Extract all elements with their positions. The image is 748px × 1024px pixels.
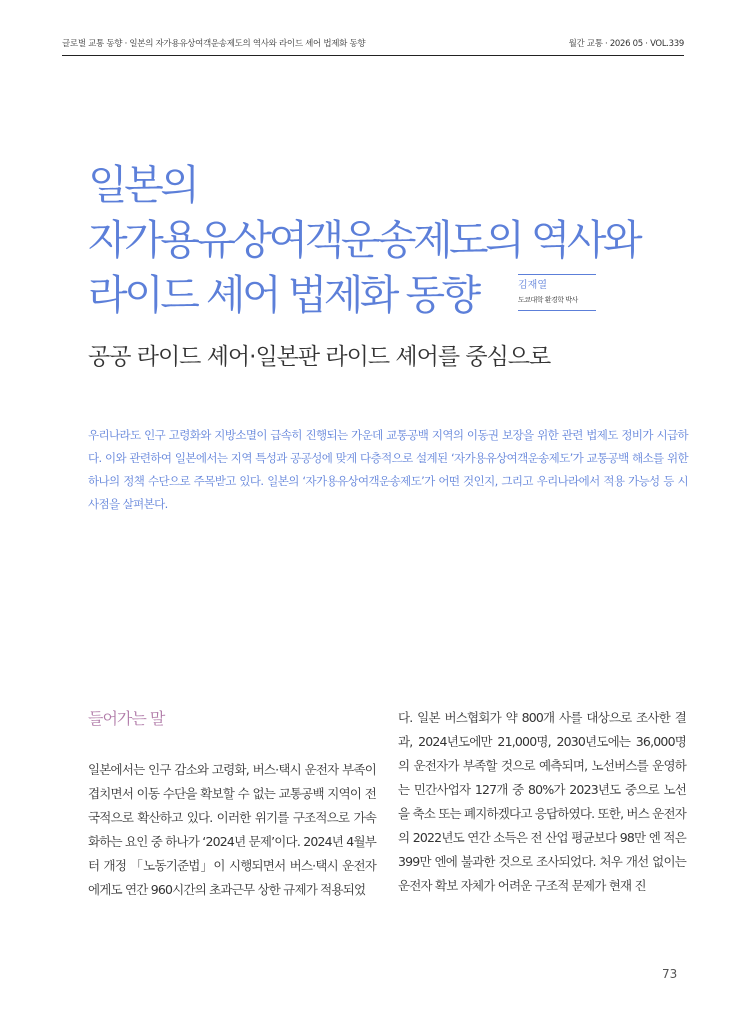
- lead-paragraph: 우리나라도 인구 고령화와 지방소멸이 급속히 진행되는 가운데 교통공백 지역의 이동권 보장을 위한 관련 법제도 정비가 시급하다. 이와 관련하여 일본에서는 지역 특성과 공공성에 맞게 다층적으로 설계된 ‘자가용유상여객운송제도’가 교통공백 해소를 위한 하나의 정책 수단으로 주목받고 있다. 일본의 ‘자가용유상여객운송제도’가 어떤 것인지, 그리고 우리나라에서 적용 가능성 등 시사점을 살펴본다.: [88, 428, 688, 511]
- article-subtitle: 공공 라이드 셰어·일본판 라이드 셰어를 중심으로: [88, 344, 551, 370]
- title-line: 라이드 셰어 법제화 동향: [88, 271, 478, 319]
- header-section-title: 글로벌 교통 동향 · 일본의 자가용유상여객운송제도의 역사와 라이드 셰어 법제화 동향: [62, 39, 366, 49]
- page-number: 73: [662, 967, 678, 981]
- author-name: 김재열: [518, 280, 547, 291]
- running-header: [62, 33, 684, 56]
- author-affiliation: 도쿄대학 환경학 박사: [518, 296, 578, 304]
- title-line: 일본의: [88, 161, 197, 209]
- article-title: [88, 158, 688, 323]
- author-block: [518, 274, 596, 311]
- body-paragraph: 일본에서는 인구 감소와 고령화, 버스·택시 운전자 부족이 겹치면서 이동 수단을 확보할 수 없는 교통공백 지역이 전국적으로 확산하고 있다. 이러한 위기를 구조적으로 가속화하는 요인 중 하나가 ‘2024년 문제’이다. 2024년 4월부터 개정 「노동기준법」이 시행되면서 버스·택시 운전자에게도 연간 960시간의 초과근무 상한 규제가 적용되었: [88, 762, 376, 897]
- header-issue-info: 월간 교통 · 2026 05 · VOL.339: [568, 39, 684, 49]
- title-line: 자가용유상여객운송제도의 역사와: [88, 216, 640, 264]
- section-heading: 들어가는 말: [88, 709, 165, 728]
- body-column-right: [398, 706, 686, 898]
- body-column-left: [88, 706, 376, 902]
- body-paragraph: 다. 일본 버스협회가 약 800개 사를 대상으로 조사한 결과, 2024년도에만 21,000명, 2030년도에는 36,000명의 운전자가 부족할 것으로 예측되며, 노선버스를 운영하는 민간사업자 127개 중 80%가 2023년도 중으로 노선을 축소 또는 폐지하겠다고 응답하였다. 또한, 버스 운전자의 2022년도 연간 소득은 전 산업 평균보다 98만 엔 적은 399만 엔에 불과한 것으로 조사되었다. 처우 개선 없이는 운전자 확보 자체가 어려운 구조적 문제가 현재 진: [398, 710, 686, 893]
